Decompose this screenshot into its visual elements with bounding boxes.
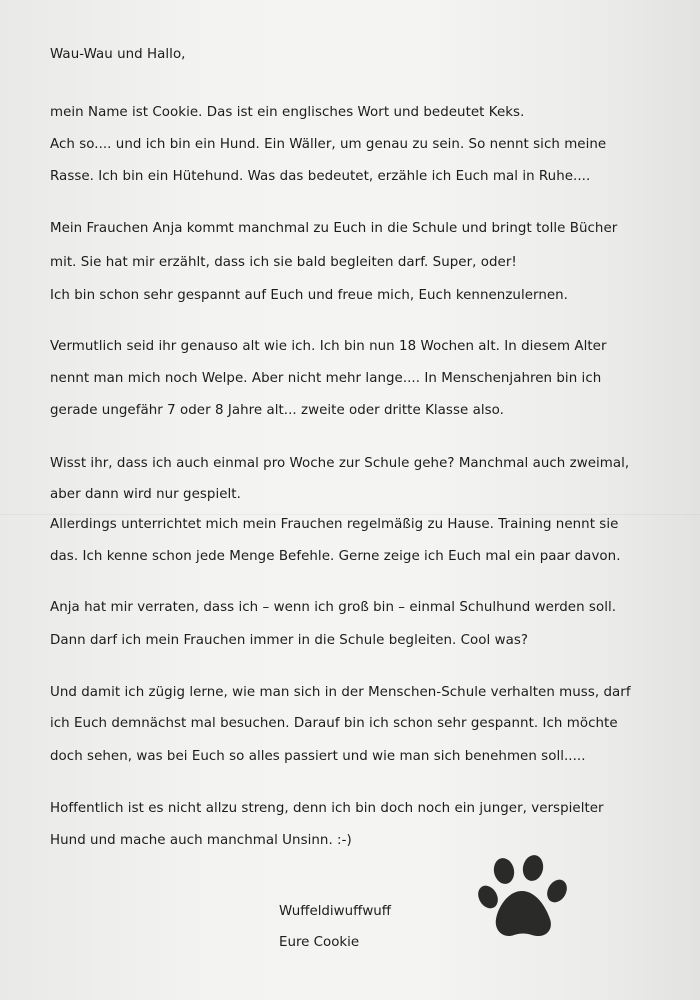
letter-line: ich Euch demnächst mal besuchen. Darauf bin ich schon sehr gespannt. Ich möchte bbox=[50, 716, 618, 731]
letter-line: Dann darf ich mein Frauchen immer in die Schule begleiten. Cool was? bbox=[50, 633, 529, 648]
letter-line: mit. Sie hat mir erzählt, dass ich sie bald begleiten darf. Super, oder! bbox=[50, 255, 517, 270]
letter-line: Hund und mache auch manchmal Unsinn. :-) bbox=[50, 833, 352, 848]
letter-line: Ach so.... und ich bin ein Hund. Ein Wäller, um genau zu sein. So nennt sich meine bbox=[50, 137, 607, 152]
letter-line: aber dann wird nur gespielt. bbox=[50, 487, 241, 502]
letter-greeting: Wau-Wau und Hallo, bbox=[50, 47, 186, 62]
letter-line: Rasse. Ich bin ein Hütehund. Was das bedeutet, erzähle ich Euch mal in Ruhe.... bbox=[50, 169, 591, 184]
letter-line: Wisst ihr, dass ich auch einmal pro Woche zur Schule gehe? Manchmal auch zweimal, bbox=[50, 456, 630, 471]
paper-fold bbox=[0, 514, 700, 515]
letter-line: Vermutlich seid ihr genauso alt wie ich. Ich bin nun 18 Wochen alt. In diesem Alter bbox=[50, 339, 607, 354]
signature-name: Eure Cookie bbox=[279, 935, 360, 950]
letter-line: doch sehen, was bei Euch so alles passiert und wie man sich benehmen soll..... bbox=[50, 749, 586, 764]
letter-line: das. Ich kenne schon jede Menge Befehle. Gerne zeige ich Euch mal ein paar davon. bbox=[50, 549, 621, 564]
signature-closing: Wuffeldiwuffwuff bbox=[279, 904, 391, 919]
letter-line: Anja hat mir verraten, dass ich – wenn ich groß bin – einmal Schulhund werden soll. bbox=[50, 600, 617, 615]
letter-line: Mein Frauchen Anja kommt manchmal zu Euch in die Schule und bringt tolle Bücher bbox=[50, 221, 618, 236]
paw-print-icon bbox=[478, 855, 570, 943]
letter-line: Und damit ich zügig lerne, wie man sich in der Menschen-Schule verhalten muss, darf bbox=[50, 685, 631, 700]
letter-line: Allerdings unterrichtet mich mein Frauchen regelmäßig zu Hause. Training nennt sie bbox=[50, 517, 619, 532]
letter-line: Ich bin schon sehr gespannt auf Euch und freue mich, Euch kennenzulernen. bbox=[50, 288, 568, 303]
letter-line: gerade ungefähr 7 oder 8 Jahre alt... zweite oder dritte Klasse also. bbox=[50, 403, 504, 418]
letter-line: Hoffentlich ist es nicht allzu streng, denn ich bin doch noch ein junger, verspielter bbox=[50, 801, 604, 816]
letter-line: nennt man mich noch Welpe. Aber nicht mehr lange.... In Menschenjahren bin ich bbox=[50, 371, 602, 386]
letter-line: mein Name ist Cookie. Das ist ein englisches Wort und bedeutet Keks. bbox=[50, 105, 525, 120]
